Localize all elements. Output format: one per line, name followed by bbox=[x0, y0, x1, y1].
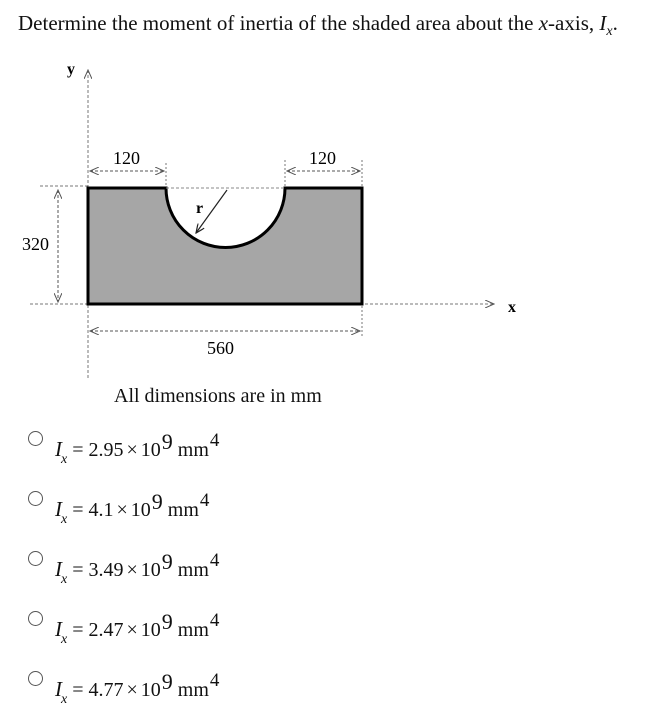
dimensions-caption: All dimensions are in mm bbox=[114, 385, 322, 407]
answer-option[interactable] bbox=[28, 488, 358, 527]
answer-expression: $I_x = 2.47 \times 109$ mm4 bbox=[55, 609, 220, 647]
dim-label-width-560: 560 bbox=[207, 338, 234, 358]
answer-expression: $I_x = 4.77 \times 109$ mm4 bbox=[55, 669, 220, 707]
answer-expression: $I_x = 4.1 \times 109$ mm4 bbox=[55, 489, 210, 527]
question-suffix: . bbox=[612, 11, 618, 35]
answer-option[interactable] bbox=[28, 428, 358, 467]
y-axis-label: y bbox=[67, 61, 75, 78]
radio-button[interactable] bbox=[28, 671, 43, 686]
answer-option[interactable] bbox=[28, 548, 358, 587]
question-prefix: Determine the moment of inertia of the shaded area about the bbox=[18, 11, 539, 35]
question-axis-var: x bbox=[538, 11, 549, 35]
question-symbol: I bbox=[599, 11, 607, 35]
shaded-section bbox=[88, 188, 362, 304]
radio-button[interactable] bbox=[28, 491, 43, 506]
answer-expression: $I_x = 2.95 \times 109$ mm4 bbox=[55, 429, 220, 467]
radio-button[interactable] bbox=[28, 431, 43, 446]
radio-button[interactable] bbox=[28, 611, 43, 626]
question-subscript: x bbox=[606, 24, 613, 39]
radio-button[interactable] bbox=[28, 551, 43, 566]
dim-label-right-120: 120 bbox=[309, 148, 336, 168]
radius-label: r bbox=[196, 200, 204, 217]
answer-option[interactable] bbox=[28, 668, 358, 707]
answer-option[interactable] bbox=[28, 608, 358, 647]
question-middle: -axis, bbox=[548, 11, 600, 35]
dim-label-left-120: 120 bbox=[113, 148, 140, 168]
x-axis-label: x bbox=[508, 299, 516, 316]
dim-label-height-320: 320 bbox=[22, 234, 49, 254]
answer-expression: $I_x = 3.49 \times 109$ mm4 bbox=[55, 549, 220, 587]
